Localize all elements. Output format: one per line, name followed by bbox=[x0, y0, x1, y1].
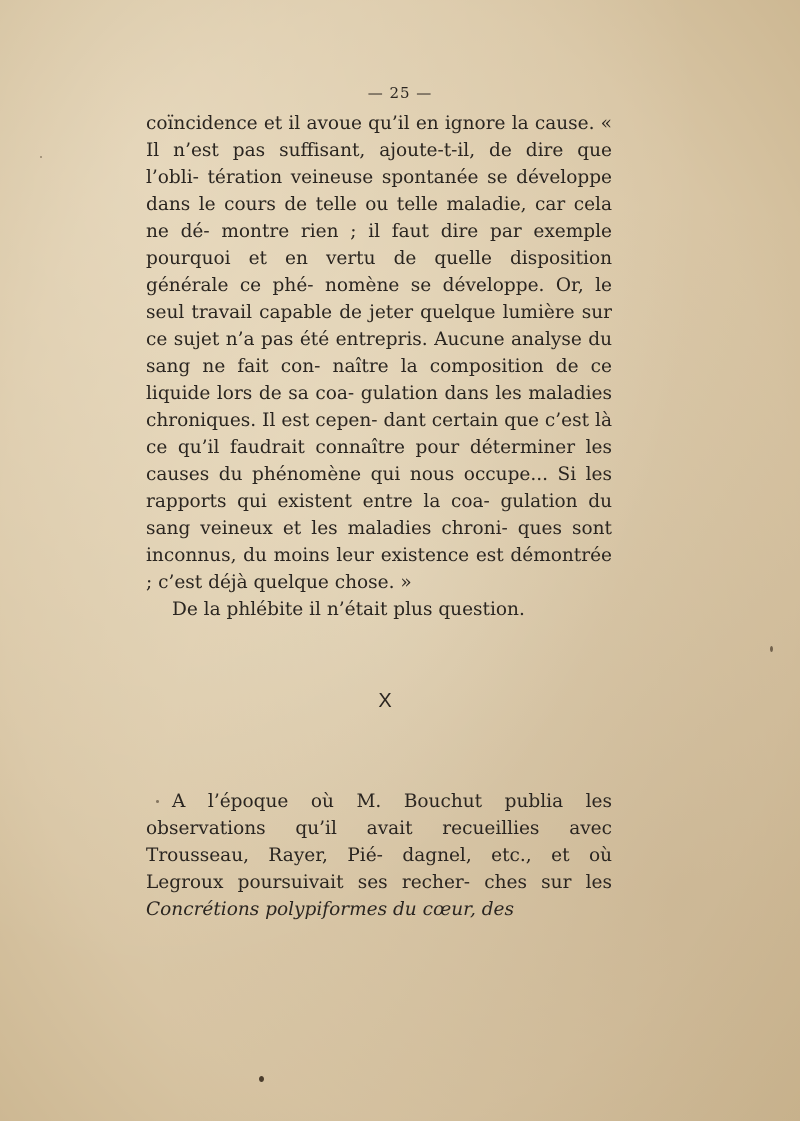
concretions-italic-text: Concrétions polypiformes du cœur, des bbox=[146, 899, 515, 920]
top-text-block bbox=[146, 110, 612, 623]
paper-speck bbox=[40, 156, 42, 158]
bouchut-paragraph bbox=[146, 788, 612, 923]
paper-speck bbox=[259, 1076, 264, 1082]
paper-speck bbox=[156, 800, 159, 803]
bouchut-paragraph-text: A l’époque où M. Bouchut publia les observations qu’il avait recueillies avec Trousseau, Rayer, Pié- dagnel, etc., et où Legroux poursuivait ses recher- ches sur les bbox=[146, 791, 612, 893]
section-heading: X bbox=[378, 690, 392, 712]
page-number: — 25 — bbox=[367, 84, 433, 102]
paper-speck bbox=[770, 646, 773, 652]
phlebite-paragraph: De la phlébite il n’était plus question. bbox=[172, 599, 525, 620]
bottom-text-block bbox=[146, 788, 612, 923]
quote-paragraph: coïncidence et il avoue qu’il en ignore la cause. « Il n’est pas suffisant, ajoute-t-il, de dire que l’obli- tération veineuse spontanée se développe dans le cours de telle ou telle maladie, car cela ne dé- montre rien ; il faut dire par exemple pourquoi et en vertu de quelle disposition générale ce phé- nomène se développe. Or, le seul travail capable de jeter quelque lumière sur ce sujet n’a pas été entrepris. Aucune analyse du sang ne fait con- naître la composition de ce liquide lors de sa coa- gulation dans les maladies chroniques. Il est cepen- dant certain que c’est là ce qu’il faudrait connaître pour déterminer les causes du phénomène qui nous occupe... Si les rapports qui existent entre la coa- gulation du sang veineux et les maladies chroni- ques sont inconnus, du moins leur existence est démontrée ; c’est déjà quelque chose. » bbox=[146, 113, 612, 593]
